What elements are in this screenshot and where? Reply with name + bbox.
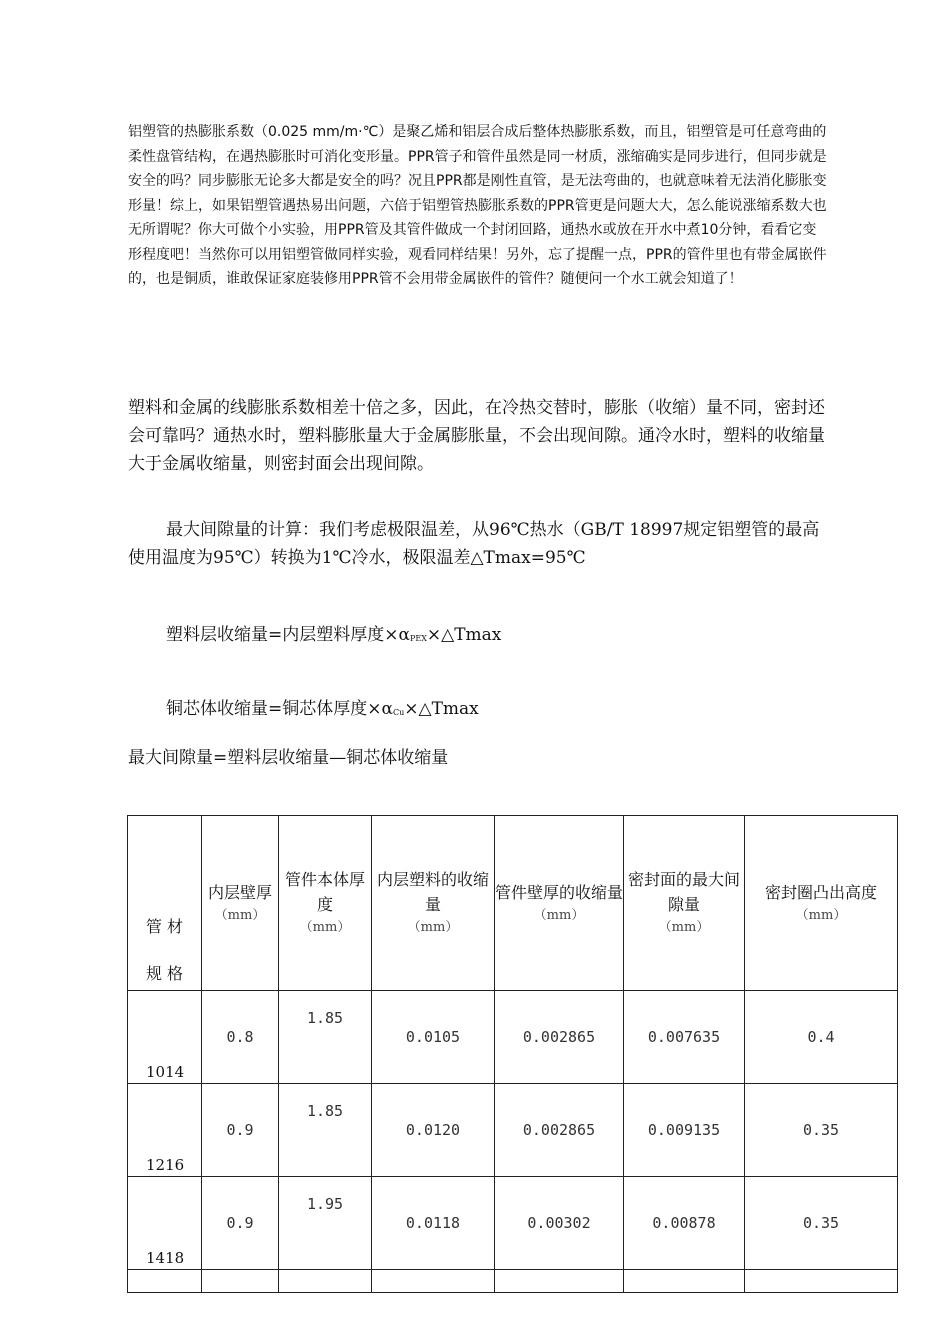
cell-spec: 1216 (128, 1084, 202, 1177)
cell-wall-shrink: 0.002865 (495, 991, 624, 1084)
empty-cell (202, 1270, 279, 1293)
cell-max-gap: 0.007635 (624, 991, 745, 1084)
table-row (128, 1084, 898, 1177)
header-seal-height: 密封圈凸出高度 （mm） (745, 816, 898, 991)
cell-plastic-shrink: 0.0118 (372, 1177, 495, 1270)
cell-seal-height: 0.35 (745, 1084, 898, 1177)
paragraph-expansion-difference: 塑料和金属的线膨胀系数相差十倍之多，因此，在冷热交替时，膨胀（收缩）量不同，密封还会可靠吗？通热水时，塑料膨胀量大于金属膨胀量，不会出现间隙。通冷水时，塑料的收缩量大于金属收缩量，则密封面会出现间隙。 (128, 398, 825, 474)
header-spec: 管 材 规 格 (128, 816, 202, 991)
empty-cell (128, 1270, 202, 1293)
header-wall-shrink: 管件壁厚的收缩量 （mm） (495, 816, 624, 991)
cell-plastic-shrink: 0.0105 (372, 991, 495, 1084)
cell-max-gap: 0.00878 (624, 1177, 745, 1270)
cell-seal-height: 0.4 (745, 991, 898, 1084)
formula-max-gap: 最大间隙量=塑料层收缩量—铜芯体收缩量 (128, 748, 449, 768)
empty-cell (624, 1270, 745, 1293)
cell-wall-shrink: 0.00302 (495, 1177, 624, 1270)
cell-body-thickness: 1.95 (279, 1177, 372, 1270)
header-max-gap: 密封面的最大间隙量 （mm） (624, 816, 745, 991)
cell-inner-wall: 0.8 (202, 991, 279, 1084)
gap-data-table (127, 815, 898, 1293)
empty-cell (745, 1270, 898, 1293)
cell-spec: 1014 (128, 991, 202, 1084)
cell-seal-height: 0.35 (745, 1177, 898, 1270)
cell-plastic-shrink: 0.0120 (372, 1084, 495, 1177)
table-header-row (128, 816, 898, 991)
table-row (128, 991, 898, 1084)
empty-cell (279, 1270, 372, 1293)
header-inner-wall: 内层壁厚 （mm） (202, 816, 279, 991)
cell-spec: 1418 (128, 1177, 202, 1270)
cell-inner-wall: 0.9 (202, 1177, 279, 1270)
paragraph-max-gap-calc: 最大间隙量的计算：我们考虑极限温差，从96℃热水（GB/T 18997规定铝塑管的最高使用温度为95℃）转换为1℃冷水，极限温差△Tmax=95℃ (128, 520, 820, 568)
table-empty-row (128, 1270, 898, 1293)
header-body-thickness: 管件本体厚度 （mm） (279, 816, 372, 991)
cell-max-gap: 0.009135 (624, 1084, 745, 1177)
header-plastic-shrink: 内层塑料的收缩量 （mm） (372, 816, 495, 991)
table-row (128, 1177, 898, 1270)
cell-wall-shrink: 0.002865 (495, 1084, 624, 1177)
cell-body-thickness: 1.85 (279, 1084, 372, 1177)
empty-cell (495, 1270, 624, 1293)
formula-copper-shrink: 铜芯体收缩量=铜芯体厚度×αCu×△Tmax (166, 699, 479, 719)
empty-cell (372, 1270, 495, 1293)
paragraph-thermal-expansion: 铝塑管的热膨胀系数（0.025 mm/m·℃）是聚乙烯和铝层合成后整体热膨胀系数，而且，铝塑管是可任意弯曲的柔性盘管结构，在遇热膨胀时可消化变形量。PPR管子和管件虽然是同一材质，涨缩确实是同步进行，但同步就是安全的吗？同步膨胀无论多大都是安全的吗？况且PPR都是刚性直管，是无法弯曲的，也就意味着无法消化膨胀变形量！综上，如果铝塑管遇热易出问题，六倍于铝塑管热膨胀系数的PPR管更是问题大大，怎么能说涨缩系数大也无所谓呢？你大可做个小实验，用PPR管及其管件做成一个封闭回路，通热水或放在开水中煮10分钟，看看它变形程度吧！当然你可以用铝塑管做同样实验，观看同样结果！另外，忘了提醒一点，PPR的管件里也有带金属嵌件的，也是铜质，谁敢保证家庭装修用PPR管不会用带金属嵌件的管件？随便问一个水工就会知道了！ (128, 124, 827, 287)
formula-plastic-shrink: 塑料层收缩量=内层塑料厚度×αPEX×△Tmax (166, 625, 502, 645)
cell-inner-wall: 0.9 (202, 1084, 279, 1177)
cell-body-thickness: 1.85 (279, 991, 372, 1084)
